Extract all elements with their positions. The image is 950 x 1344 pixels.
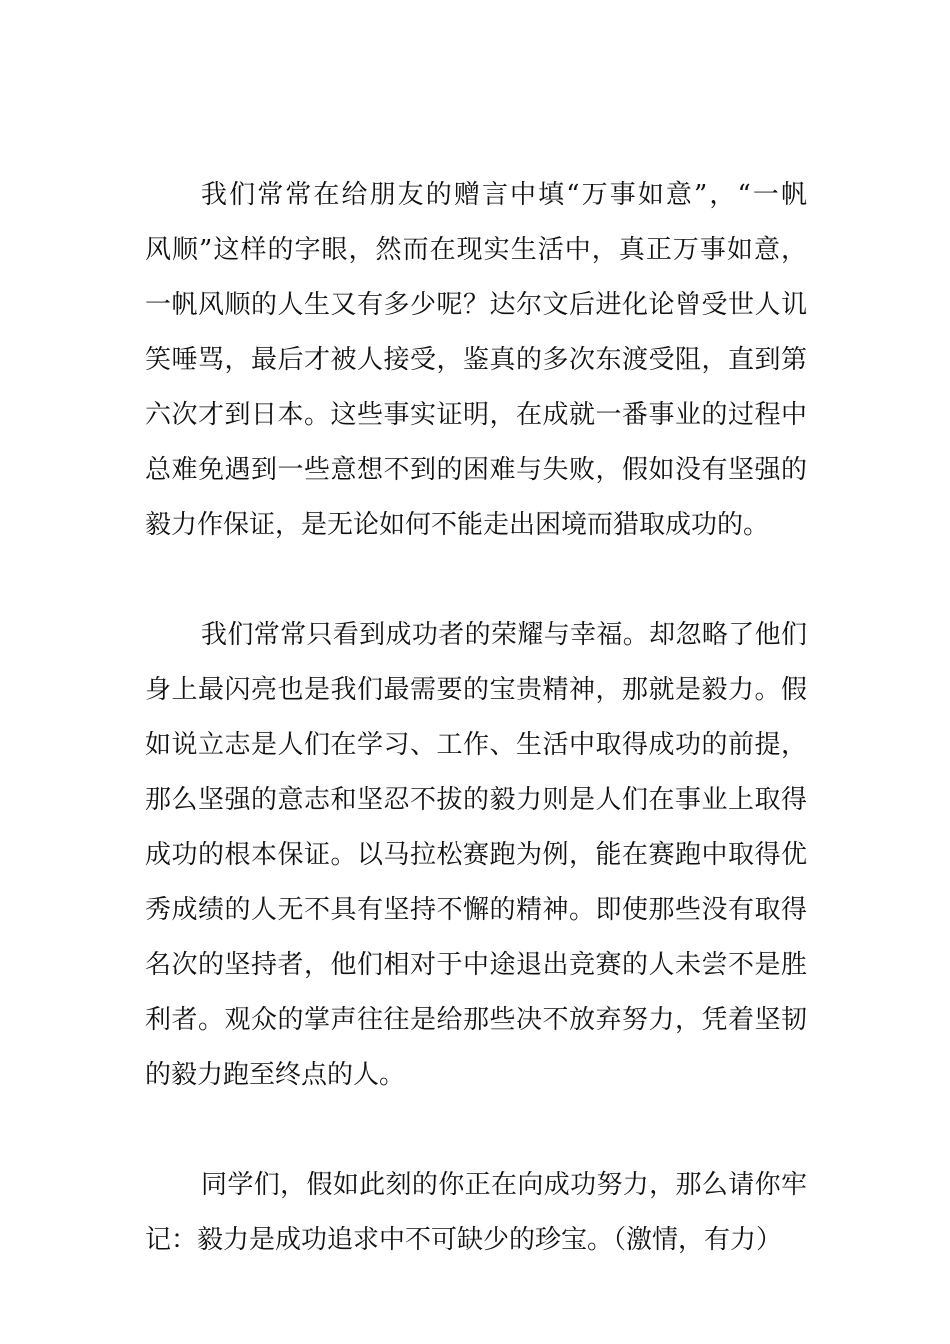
paragraph-line: 如说立志是人们在学习、工作、生活中取得成功的前提， [145,730,807,760]
paragraph-2 [145,608,807,1103]
paragraph-1 [145,168,807,553]
paragraph-line: 成功的根本保证。以马拉松赛跑为例，能在赛跑中取得优 [145,840,807,870]
paragraph-line: 一帆风顺的人生又有多少呢？达尔文后进化论曾受世人讥 [145,290,807,320]
paragraph-3 [145,1158,807,1268]
paragraph-line: 利者。观众的掌声往往是给那些决不放弃努力，凭着坚韧 [145,1005,807,1035]
paragraph-line: 那么坚强的意志和坚忍不拔的毅力则是人们在事业上取得 [145,785,807,815]
paragraph-line: 我们常常只看到成功者的荣耀与幸福。却忽略了他们 [201,620,807,650]
paragraph-line: 我们常常在给朋友的赠言中填“万事如意”，“一帆 [201,180,807,210]
paragraph-line: 总难免遇到一些意想不到的困难与失败，假如没有坚强的 [145,455,807,485]
paragraph-line: 记：毅力是成功追求中不可缺少的珍宝。（激情，有力） [145,1225,783,1255]
paragraph-line: 名次的坚持者，他们相对于中途退出竞赛的人未尝不是胜 [145,950,807,980]
paragraph-line: 同学们，假如此刻的你正在向成功努力，那么请你牢 [201,1170,807,1200]
paragraph-line: 风顺”这样的字眼，然而在现实生活中，真正万事如意， [145,235,807,265]
paragraph-line: 身上最闪亮也是我们最需要的宝贵精神，那就是毅力。假 [145,675,807,705]
document-body [145,168,807,1268]
paragraph-line: 的毅力跑至终点的人。 [145,1060,406,1090]
paragraph-line: 毅力作保证，是无论如何不能走出困境而猎取成功的。 [145,510,770,540]
paragraph-line: 笑唾骂，最后才被人接受，鉴真的多次东渡受阻，直到第 [145,345,807,375]
paragraph-spacer [145,553,807,608]
paragraph-spacer [145,1103,807,1158]
paragraph-line: 秀成绩的人无不具有坚持不懈的精神。即使那些没有取得 [145,895,807,925]
paragraph-line: 六次才到日本。这些事实证明，在成就一番事业的过程中 [145,400,807,430]
